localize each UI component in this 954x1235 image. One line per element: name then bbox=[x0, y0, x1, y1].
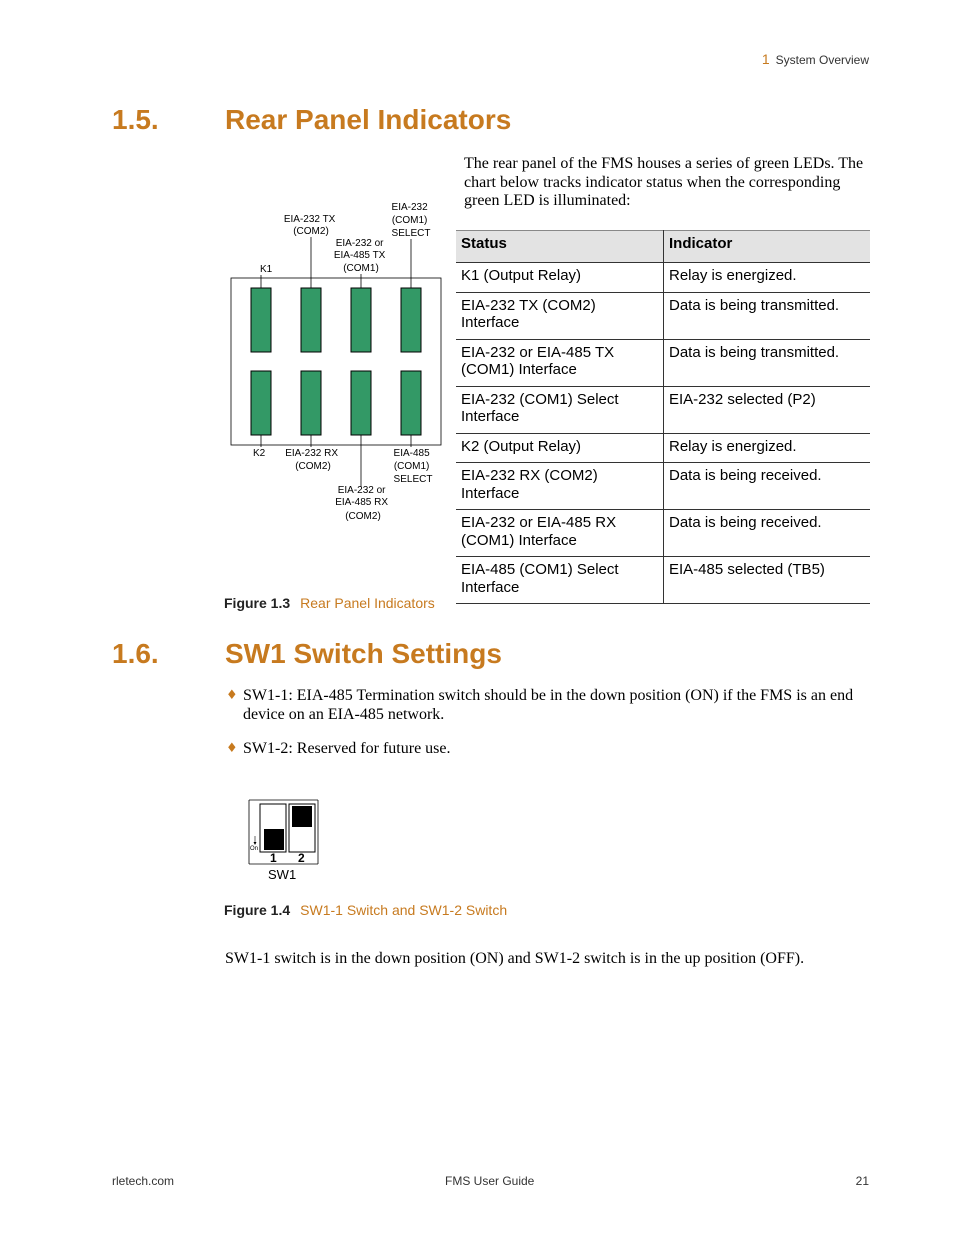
figure-label: Figure 1.3 bbox=[224, 595, 291, 611]
sw1-1-actuator-down bbox=[264, 829, 284, 850]
switch-2-number: 2 bbox=[298, 851, 305, 865]
cell-indicator: Relay is energized. bbox=[664, 433, 871, 463]
label-eia232-485-tx: EIA-232 or EIA-485 TX (COM1) bbox=[333, 238, 386, 274]
header-status: Status bbox=[456, 231, 664, 263]
label-eia485-select: EIA-485 (COM1) SELECT bbox=[393, 448, 433, 485]
bullet-item bbox=[226, 740, 871, 759]
figure-caption-text: SW1-1 Switch and SW1-2 Switch bbox=[300, 902, 508, 918]
footer-document-title: FMS User Guide bbox=[445, 1174, 535, 1188]
table-row bbox=[456, 386, 870, 433]
led-eia232-tx bbox=[301, 288, 321, 352]
cell-indicator: Data is being transmitted. bbox=[664, 292, 871, 339]
cell-status: EIA-232 or EIA-485 RX (COM1) Interface bbox=[456, 510, 664, 557]
sw1-2-actuator-up bbox=[292, 806, 312, 827]
label-eia232-select: EIA-232 (COM1) SELECT bbox=[391, 202, 431, 239]
table-row bbox=[456, 292, 870, 339]
figure-label: Figure 1.4 bbox=[224, 902, 291, 918]
cell-indicator: Data is being received. bbox=[664, 510, 871, 557]
sw1-label: SW1 bbox=[268, 867, 297, 882]
figure-1-4-caption bbox=[224, 902, 507, 918]
bullet-item bbox=[226, 687, 871, 724]
section-title-1-6: SW1 Switch Settings bbox=[225, 638, 502, 669]
label-eia232-485-rx: EIA-232 or EIA-485 RX (COM2) bbox=[335, 485, 389, 522]
label-k2: K2 bbox=[253, 448, 266, 459]
table-row bbox=[456, 510, 870, 557]
led-eia232-select bbox=[401, 288, 421, 352]
cell-status: EIA-232 RX (COM2) Interface bbox=[456, 463, 664, 510]
led-k1 bbox=[251, 288, 271, 352]
section-number-1-5: 1.5. bbox=[112, 104, 159, 135]
label-eia232-rx: EIA-232 RX (COM2) bbox=[285, 448, 339, 472]
cell-status: EIA-232 (COM1) Select Interface bbox=[456, 386, 664, 433]
chapter-title: System Overview bbox=[775, 53, 869, 67]
led-eia485-select bbox=[401, 371, 421, 435]
indicator-status-table bbox=[456, 230, 870, 604]
footer-page-number: 21 bbox=[855, 1174, 869, 1188]
table-row bbox=[456, 433, 870, 463]
bullet-text: SW1-1: EIA-485 Termination switch should be in the down position (ON) if the FMS is an end device on an EIA-485 network. bbox=[243, 687, 854, 723]
intro-paragraph: The rear panel of the FMS houses a series of green LEDs. The chart below tracks indicator status when the corresponding green LED is illuminated: bbox=[464, 155, 864, 209]
header-indicator: Indicator bbox=[664, 231, 871, 263]
cell-status: EIA-485 (COM1) Select Interface bbox=[456, 557, 664, 604]
led-k2 bbox=[251, 371, 271, 435]
cell-indicator: EIA-485 selected (TB5) bbox=[664, 557, 871, 604]
table-row bbox=[456, 339, 870, 386]
switch-1-number: 1 bbox=[270, 851, 277, 865]
led-eia232-rx bbox=[301, 371, 321, 435]
cell-indicator: Data is being received. bbox=[664, 463, 871, 510]
cell-status: EIA-232 TX (COM2) Interface bbox=[456, 292, 664, 339]
figure-1-3-caption bbox=[224, 595, 435, 611]
label-eia232-tx: EIA-232 TX (COM2) bbox=[283, 214, 336, 237]
table-row bbox=[456, 263, 870, 293]
cell-status: K1 (Output Relay) bbox=[456, 263, 664, 293]
cell-status: K2 (Output Relay) bbox=[456, 433, 664, 463]
cell-status: EIA-232 or EIA-485 TX (COM1) Interface bbox=[456, 339, 664, 386]
switch-state-paragraph: SW1-1 switch is in the down position (ON) and SW1-2 switch is in the up position (OFF). bbox=[225, 950, 805, 967]
running-header bbox=[762, 51, 869, 67]
led-eia232-485-rx bbox=[351, 371, 371, 435]
footer-website: rletech.com bbox=[112, 1174, 175, 1188]
section-title-1-5: Rear Panel Indicators bbox=[225, 104, 512, 135]
table-row bbox=[456, 463, 870, 510]
sw1-switch-diagram bbox=[244, 798, 324, 884]
section-number-1-6: 1.6. bbox=[112, 638, 159, 669]
cell-indicator: EIA-232 selected (P2) bbox=[664, 386, 871, 433]
table-header-row bbox=[456, 231, 870, 263]
rear-panel-led-diagram bbox=[225, 195, 450, 525]
cell-indicator: Data is being transmitted. bbox=[664, 339, 871, 386]
led-eia232-485-tx bbox=[351, 288, 371, 352]
table-row bbox=[456, 557, 870, 604]
figure-caption-text: Rear Panel Indicators bbox=[300, 595, 435, 611]
on-label: On bbox=[250, 846, 259, 852]
cell-indicator: Relay is energized. bbox=[664, 263, 871, 293]
diamond-bullet-icon: ♦ bbox=[226, 688, 238, 703]
diamond-bullet-icon: ♦ bbox=[226, 741, 238, 756]
bullet-text: SW1-2: Reserved for future use. bbox=[243, 740, 451, 757]
label-k1: K1 bbox=[260, 264, 273, 275]
chapter-number: 1 bbox=[761, 51, 770, 67]
